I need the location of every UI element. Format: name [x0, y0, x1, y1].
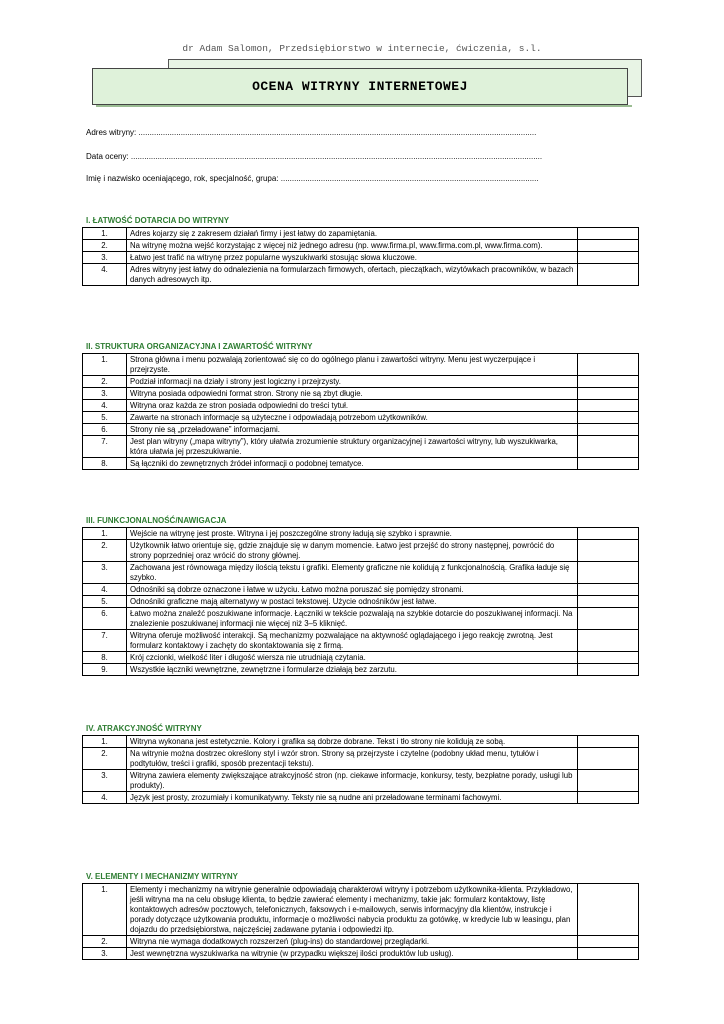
score-cell[interactable]	[578, 388, 639, 400]
table-row	[83, 748, 639, 770]
criterion-number: 2.	[83, 936, 127, 948]
criterion-text: Witryna posiada odpowiedni format stron. Strony nie są zbyt długie.	[127, 388, 578, 400]
table-row	[83, 936, 639, 948]
criterion-number: 5.	[83, 412, 127, 424]
criterion-text: Na witrynie można dostrzec określony styl i wzór stron. Strony są przejrzyste i czytelne (podobny układ menu, tytułów i podtytułów, treści i grafiki, sposób prezentacji tekstu).	[127, 748, 578, 770]
criteria-table	[82, 883, 639, 960]
criteria-table	[82, 735, 639, 804]
criterion-text: Jest plan witryny („mapa witryny”), który ułatwia zrozumienie struktury organizacyjnej i zawartości witryny, lub wyszukiwarka, która ułatwia jej przeszukiwanie.	[127, 436, 578, 458]
score-cell[interactable]	[578, 228, 639, 240]
table-row	[83, 400, 639, 412]
title-box	[92, 68, 628, 105]
criterion-number: 1.	[83, 884, 127, 936]
criterion-number: 4.	[83, 792, 127, 804]
score-cell[interactable]	[578, 596, 639, 608]
table-row	[83, 376, 639, 388]
score-cell[interactable]	[578, 400, 639, 412]
table-row	[83, 458, 639, 470]
criterion-text: Elementy i mechanizmy na witrynie generalnie odpowiadają charakterowi witryny i potrzebom użytkownika-klienta. Przykładowo, jeśli witryna ma na celu obsługę klienta, to będzie zawierać elementy i mechanizmy, takie jak: formularz kontaktowy, listę kontaktowych adresów pocztowych, telefonicznych, faksowych i e-mailowych, serwis informacyjny dla klientów, instrukcje i porady dotyczące użytkowania produktu, informacje o możliwości nabycia produktu za gotówkę, w kredycie lub w leasingu, plan dojazdu do przedsiębiorstwa, najczęściej zadawane pytania i odpowiedzi itp.	[127, 884, 578, 936]
table-row	[83, 770, 639, 792]
criterion-number: 3.	[83, 948, 127, 960]
criterion-number: 7.	[83, 436, 127, 458]
score-cell[interactable]	[578, 608, 639, 630]
criteria-table	[82, 227, 639, 286]
criterion-number: 4.	[83, 584, 127, 596]
score-cell[interactable]	[578, 436, 639, 458]
score-cell[interactable]	[578, 354, 639, 376]
table-row	[83, 528, 639, 540]
section-title: IV. ATRAKCYJNOŚĆ WITRYNY	[86, 724, 202, 733]
criterion-text: Witryna zawiera elementy zwiększające atrakcyjność stron (np. ciekawe informacje, konkursy, testy, bezpłatne porady, usługi lub produkty).	[127, 770, 578, 792]
criterion-text: Witryna nie wymaga dodatkowych rozszerzeń (plug-ins) do standardowej przeglądarki.	[127, 936, 578, 948]
score-cell[interactable]	[578, 664, 639, 676]
table-row	[83, 596, 639, 608]
criterion-number: 9.	[83, 664, 127, 676]
score-cell[interactable]	[578, 770, 639, 792]
table-row	[83, 412, 639, 424]
table-row	[83, 252, 639, 264]
table-row	[83, 388, 639, 400]
table-row	[83, 228, 639, 240]
criterion-number: 7.	[83, 630, 127, 652]
criterion-text: Strony nie są „przeładowane” informacjami.	[127, 424, 578, 436]
criterion-number: 8.	[83, 652, 127, 664]
table-row	[83, 584, 639, 596]
score-cell[interactable]	[578, 562, 639, 584]
criterion-number: 1.	[83, 528, 127, 540]
criterion-number: 2.	[83, 540, 127, 562]
table-row	[83, 736, 639, 748]
criterion-number: 5.	[83, 596, 127, 608]
title-banner-shadow	[96, 105, 632, 107]
criterion-text: Użytkownik łatwo orientuje się, gdzie znajduje się w danym momencie. Łatwo jest przejść do strony następnej, powrócić do strony poprzedniej oraz wrócić do strony głównej.	[127, 540, 578, 562]
criterion-number: 2.	[83, 240, 127, 252]
score-cell[interactable]	[578, 376, 639, 388]
table-row	[83, 608, 639, 630]
score-cell[interactable]	[578, 540, 639, 562]
section-title: II. STRUKTURA ORGANIZACYJNA I ZAWARTOŚĆ WITRYNY	[86, 342, 313, 351]
score-cell[interactable]	[578, 736, 639, 748]
table-row	[83, 652, 639, 664]
score-cell[interactable]	[578, 948, 639, 960]
field-address: Adres witryny: ...................................................................................................................................................................................	[86, 128, 537, 137]
criterion-number: 3.	[83, 388, 127, 400]
score-cell[interactable]	[578, 458, 639, 470]
criterion-number: 6.	[83, 424, 127, 436]
criteria-table	[82, 527, 639, 676]
table-row	[83, 240, 639, 252]
criterion-number: 2.	[83, 376, 127, 388]
criterion-text: Krój czcionki, wielkość liter i długość wiersza nie utrudniają czytania.	[127, 652, 578, 664]
score-cell[interactable]	[578, 412, 639, 424]
score-cell[interactable]	[578, 264, 639, 286]
criterion-text: Adres kojarzy się z zakresem działań firmy i jest łatwy do zapamiętania.	[127, 228, 578, 240]
table-row	[83, 436, 639, 458]
criterion-text: Witryna oferuje możliwość interakcji. Są mechanizmy pozwalające na aktywność oglądającego i jego reakcję zwrotną. Jest formularz kontaktowy i zachęty do skontaktowania się z firmą.	[127, 630, 578, 652]
table-row	[83, 884, 639, 936]
score-cell[interactable]	[578, 792, 639, 804]
criterion-number: 4.	[83, 400, 127, 412]
criterion-text: Odnośniki graficzne mają alternatywy w postaci tekstowej. Użycie odnośników jest łatwe.	[127, 596, 578, 608]
criterion-number: 8.	[83, 458, 127, 470]
criterion-number: 3.	[83, 770, 127, 792]
score-cell[interactable]	[578, 884, 639, 936]
criterion-number: 1.	[83, 736, 127, 748]
criterion-text: Zawarte na stronach informacje są użyteczne i odpowiadają potrzebom użytkowników.	[127, 412, 578, 424]
criterion-text: Język jest prosty, zrozumiały i komunikatywny. Teksty nie są nudne ani przeładowane terminami fachowymi.	[127, 792, 578, 804]
table-row	[83, 664, 639, 676]
criterion-number: 3.	[83, 252, 127, 264]
criterion-number: 1.	[83, 354, 127, 376]
score-cell[interactable]	[578, 748, 639, 770]
table-row	[83, 354, 639, 376]
criterion-text: Wszystkie łączniki wewnętrzne, zewnętrzne i formularze działają bez zarzutu.	[127, 664, 578, 676]
title-banner	[92, 59, 642, 105]
criterion-text: Adres witryny jest łatwy do odnalezienia na formularzach firmowych, ofertach, pieczątkach, wizytówkach pracowników, w bazach danych adresowych itp.	[127, 264, 578, 286]
criterion-text: Na witrynę można wejść korzystając z więcej niż jednego adresu (np. www.firma.pl, www.firma.com.pl, www.firma.com).	[127, 240, 578, 252]
section-title: III. FUNKCJONALNOŚĆ/NAWIGACJA	[86, 516, 227, 525]
score-cell[interactable]	[578, 584, 639, 596]
criterion-number: 6.	[83, 608, 127, 630]
score-cell[interactable]	[578, 252, 639, 264]
score-cell[interactable]	[578, 528, 639, 540]
criterion-text: Łatwo jest trafić na witrynę przez popularne wyszukiwarki stosując słowa kluczowe.	[127, 252, 578, 264]
field-date: Data oceny: .........................................................................................................................................................................................	[86, 152, 543, 161]
page-title: OCENA WITRYNY INTERNETOWEJ	[252, 79, 468, 94]
criterion-number: 1.	[83, 228, 127, 240]
table-row	[83, 540, 639, 562]
table-row	[83, 630, 639, 652]
field-person: Imię i nazwisko oceniającego, rok, specjalność, grupa: ....................................................................................................................	[86, 174, 539, 183]
criterion-text: Łatwo można znaleźć poszukiwane informacje. Łączniki w tekście pozwalają na szybkie dotarcie do poszukiwanej informacji. Na znalezienie poszukiwanej informacji nie więcej niż 3–5 kliknięć.	[127, 608, 578, 630]
criterion-number: 2.	[83, 748, 127, 770]
criterion-text: Witryna oraz każda ze stron posiada odpowiedni do treści tytuł.	[127, 400, 578, 412]
criterion-number: 3.	[83, 562, 127, 584]
criterion-text: Odnośniki są dobrze oznaczone i łatwe w użyciu. Łatwo można poruszać się pomiędzy stronami.	[127, 584, 578, 596]
criterion-text: Wejście na witrynę jest proste. Witryna i jej poszczególne strony ładują się szybko i sprawnie.	[127, 528, 578, 540]
score-cell[interactable]	[578, 936, 639, 948]
criteria-table	[82, 353, 639, 470]
table-row	[83, 424, 639, 436]
criterion-text: Podział informacji na działy i strony jest logiczny i przejrzysty.	[127, 376, 578, 388]
criterion-number: 4.	[83, 264, 127, 286]
score-cell[interactable]	[578, 424, 639, 436]
running-header: dr Adam Salomon, Przedsiębiorstwo w internecie, ćwiczenia, s.l.	[182, 43, 542, 54]
criterion-text: Są łączniki do zewnętrznych źródeł informacji o podobnej tematyce.	[127, 458, 578, 470]
score-cell[interactable]	[578, 652, 639, 664]
criterion-text: Witryna wykonana jest estetycznie. Kolory i grafika są dobrze dobrane. Tekst i tło strony nie kolidują ze sobą.	[127, 736, 578, 748]
score-cell[interactable]	[578, 630, 639, 652]
section-title: V. ELEMENTY I MECHANIZMY WITRYNY	[86, 872, 239, 881]
score-cell[interactable]	[578, 240, 639, 252]
criterion-text: Strona główna i menu pozwalają zorientować się co do ogólnego planu i zawartości witryny. Menu jest wyczerpujące i przejrzyste.	[127, 354, 578, 376]
table-row	[83, 948, 639, 960]
criterion-text: Jest wewnętrzna wyszukiwarka na witrynie (w przypadku większej ilości produktów lub usług).	[127, 948, 578, 960]
table-row	[83, 792, 639, 804]
table-row	[83, 562, 639, 584]
table-row	[83, 264, 639, 286]
criterion-text: Zachowana jest równowaga między ilością tekstu i grafiki. Elementy graficzne nie kolidują z funkcjonalnością. Grafika ładuje się szybko.	[127, 562, 578, 584]
section-title: I. ŁATWOŚĆ DOTARCIA DO WITRYNY	[86, 216, 230, 225]
